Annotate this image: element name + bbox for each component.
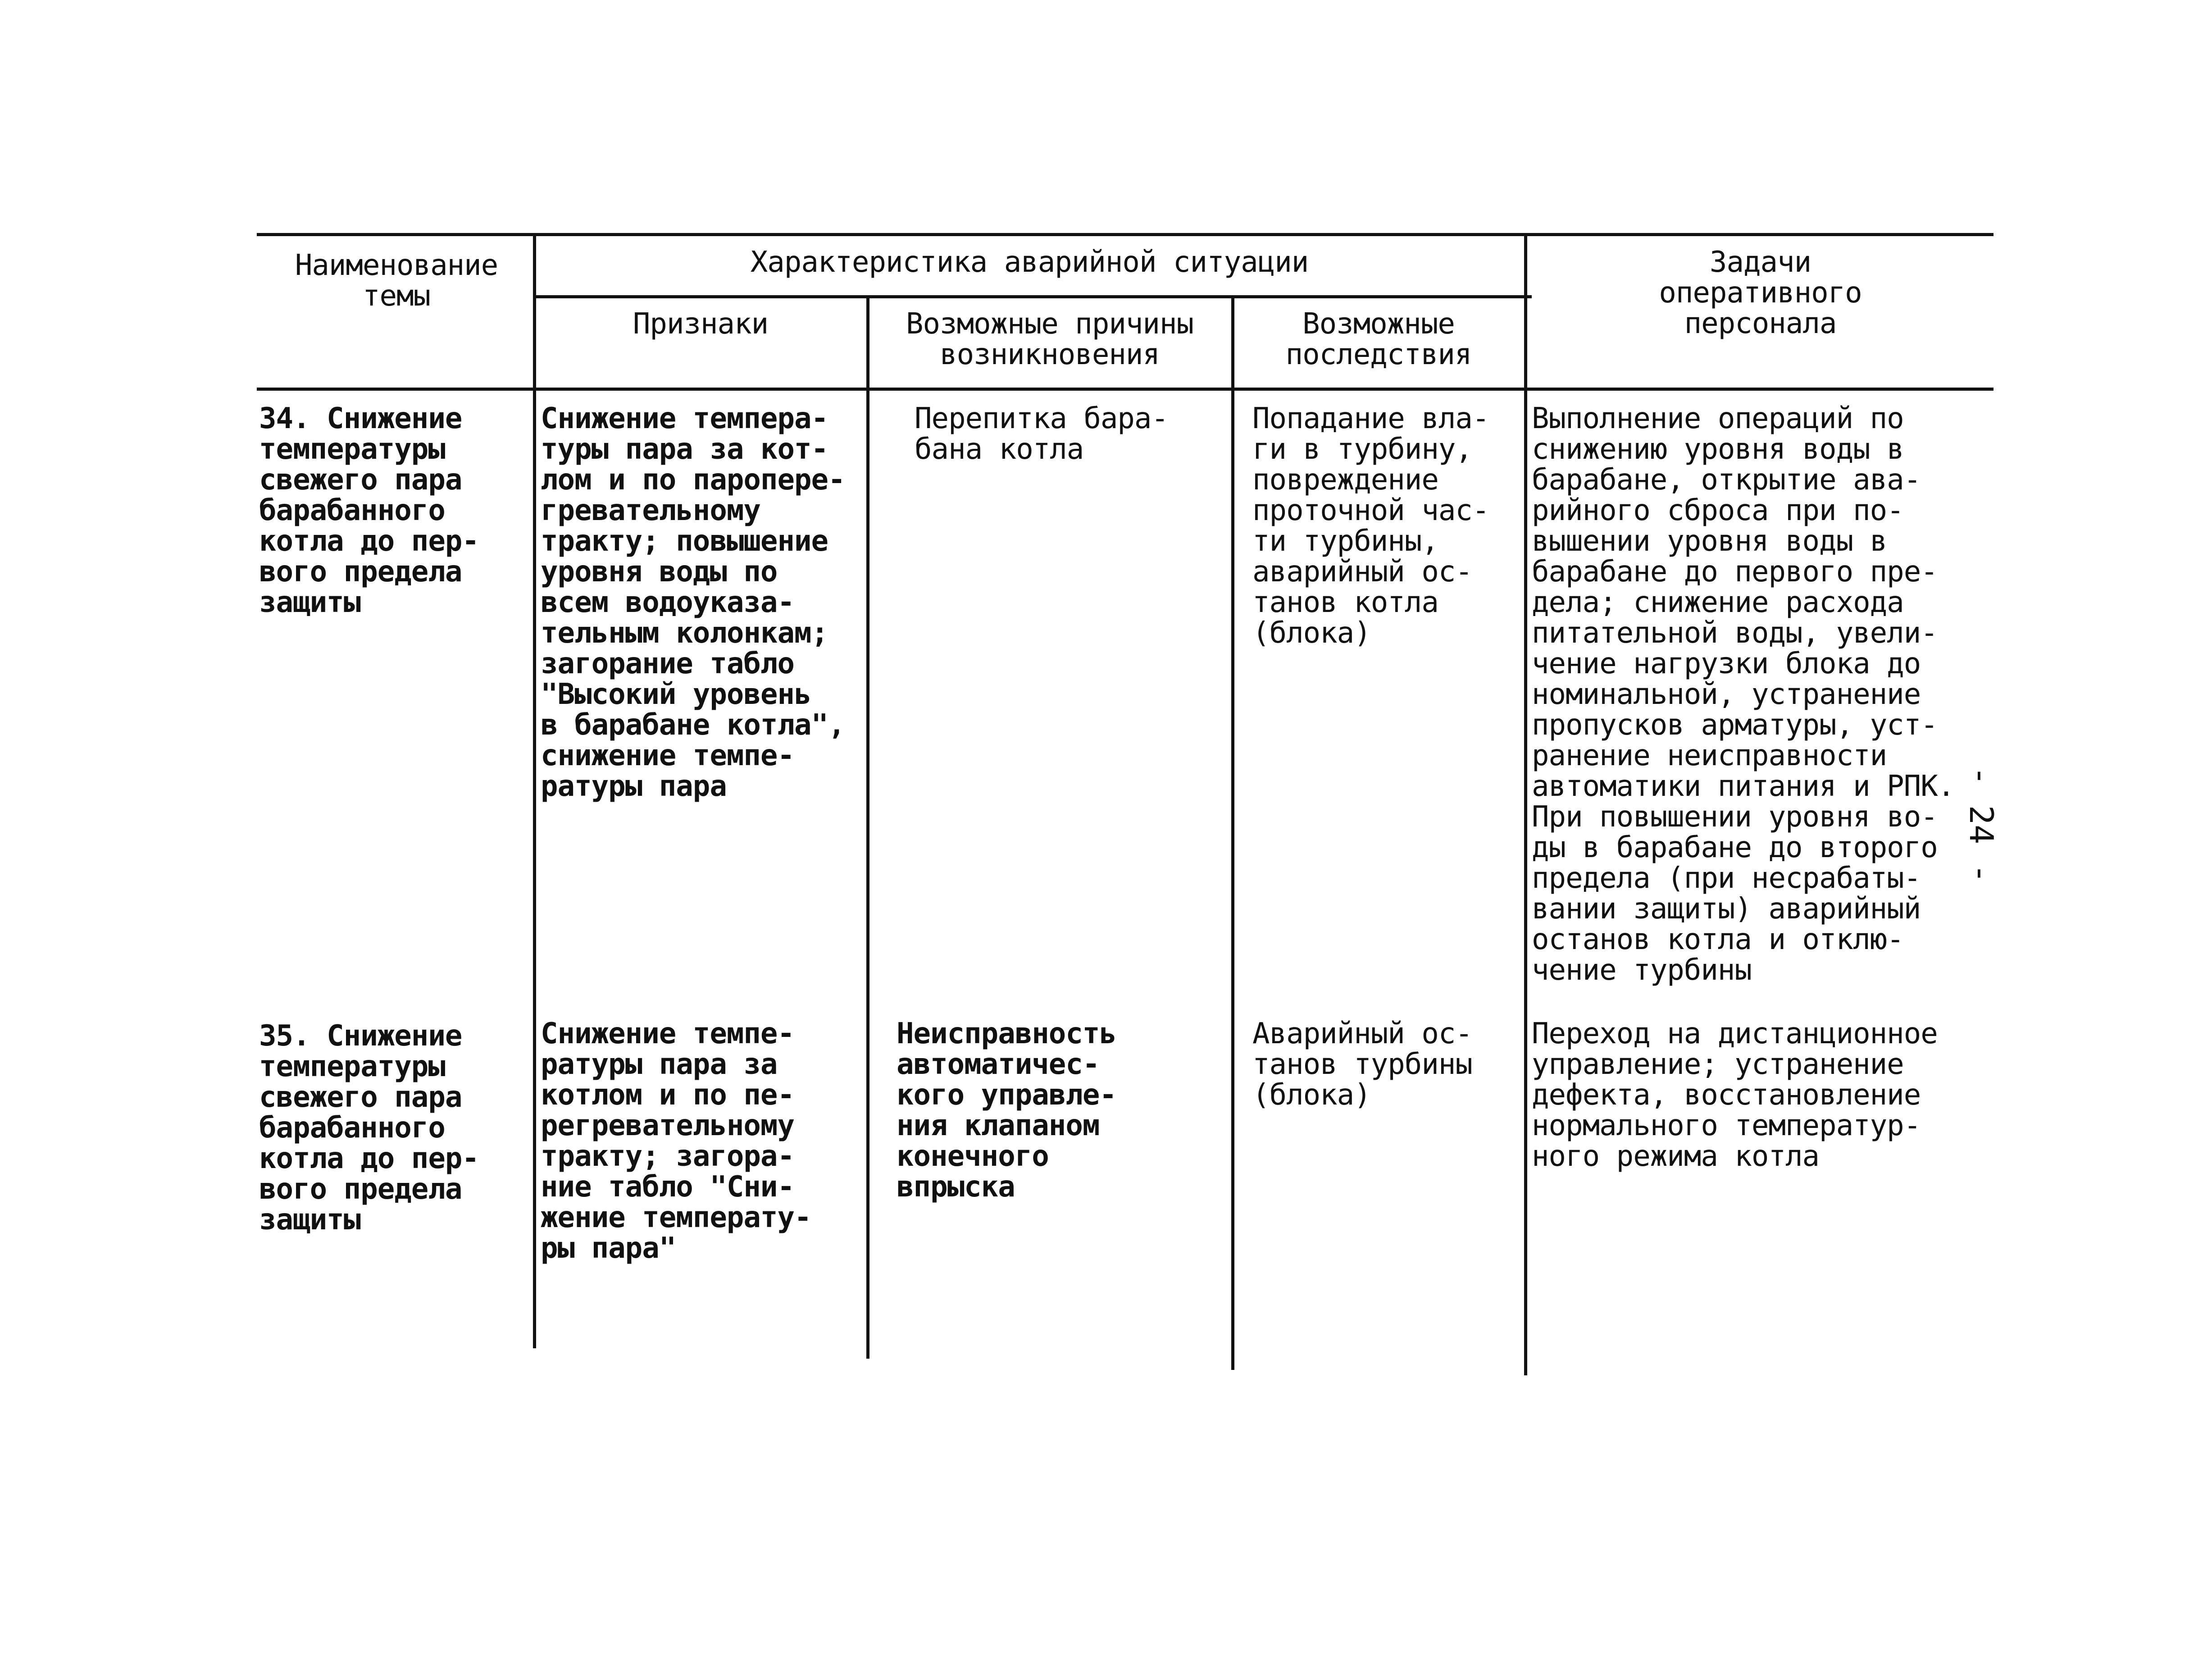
row-34-causes: Перепитка бара- бана котла [915, 402, 1168, 466]
header-bottom-rule [257, 388, 1994, 391]
row-35-theme: 35. Снижение температуры свежего пара барабанного котла до пер- вого предела защиты [259, 1019, 479, 1237]
column-divider-4 [1524, 233, 1527, 1375]
header-sub-rule [534, 295, 1532, 298]
column-divider-3 [1231, 295, 1234, 1370]
header-tasks: Задачи оперативного персонала [1659, 246, 1862, 340]
row-34-tasks: Выполнение операций по снижению уровня воды в барабане, открытие ава- рийного сброса при по- вышении уровня воды в барабане до первого пре- дела; снижение расхода питательной воды, увели- чение нагрузки блока до номинальной, устранение пропусков арматуры, уст- ранение неисправности автоматики питания и РПК. При повышении уровня во- ды в барабане до второго предела (при несрабаты- вании защиты) аварийный останов котла и отклю- чение турбины [1532, 402, 1955, 987]
column-divider-2 [866, 295, 869, 1359]
row-35-tasks: Переход на дистанционное управление; устранение дефекта, восстановление нормального температур- ного режима котла [1532, 1017, 1938, 1173]
row-34-theme: 34. Снижение температуры свежего пара барабанного котла до пер- вого предела защиты [259, 402, 479, 619]
header-characteristic: Характеристика аварийной ситуации [750, 246, 1309, 279]
column-divider-1 [533, 233, 536, 1348]
header-causes: Возможные причины возникновения [906, 307, 1194, 371]
header-consequences: Возможные последствия [1285, 307, 1472, 371]
header-signs: Признаки [633, 307, 769, 341]
row-35-causes: Неисправность автоматичес- кого управле- ния клапаном конечного впрыска [897, 1017, 1116, 1204]
row-35-signs: Снижение темпе- ратуры пара за котлом и по пе- регревательному тракту; загора- ние табло "Сни- жение температу- ры пара" [541, 1017, 811, 1265]
header-theme-name: Наименование темы [295, 249, 498, 313]
row-34-consequences: Попадание вла- ги в турбину, повреждение проточной час- ти турбины, аварийный ос- танов котла (блока) [1252, 402, 1489, 650]
row-35-consequences: Аварийный ос- танов турбины (блока) [1252, 1017, 1472, 1112]
page-number: - 24 - [1962, 766, 2000, 884]
row-34-signs: Снижение темпера- туры пара за кот- лом и по паропере- гревательному тракту; повышение уровня воды по всем водоуказа- тельным колонкам; загорание табло "Высокий уровень в барабане котла", снижение темпе- ратуры пара [541, 402, 845, 803]
table-top-rule [257, 233, 1994, 236]
